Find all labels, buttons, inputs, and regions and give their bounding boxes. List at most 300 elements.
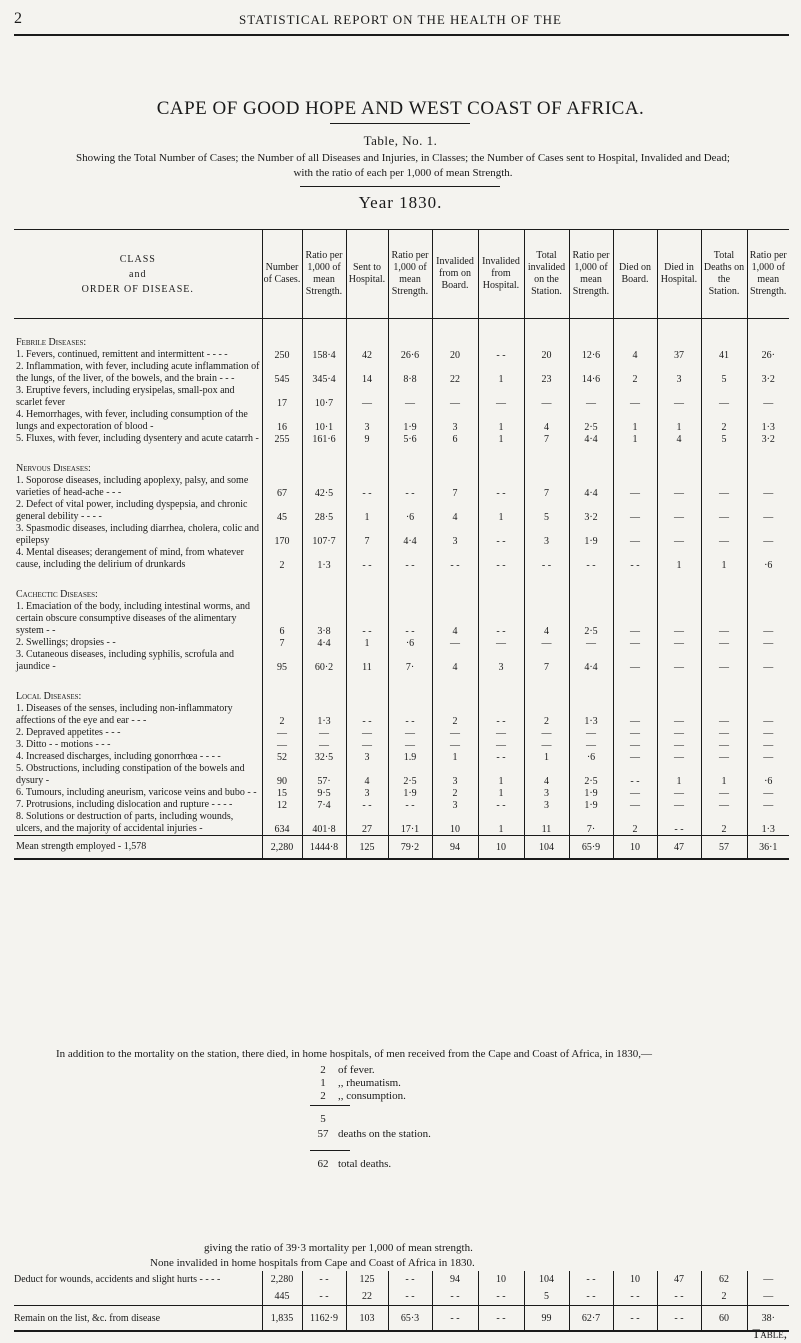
table-cell: 1 — [478, 409, 524, 433]
row-cell: - - — [478, 1288, 524, 1306]
table-cell: 7 — [524, 433, 569, 445]
table-row — [14, 703, 789, 727]
table-cell: 2 — [262, 547, 302, 571]
table-cell: - - — [478, 751, 524, 763]
table-cell: 4·4 — [569, 475, 613, 499]
table-cell: 7 — [346, 523, 388, 547]
table-cell: - - — [346, 475, 388, 499]
table-cell: 1 — [432, 751, 478, 763]
table-cell: - - — [478, 475, 524, 499]
table-cell: — — [747, 649, 789, 673]
table-cell: 345·4 — [302, 361, 346, 385]
table-cell: 4 — [432, 601, 478, 637]
table-cell: 9·5 — [302, 787, 346, 799]
table-cell: 3 — [524, 799, 569, 811]
table-cell: 7·4 — [302, 799, 346, 811]
table-row — [14, 751, 789, 763]
table-row — [14, 649, 789, 673]
row-cell: 62 — [701, 1271, 747, 1288]
disease-label: 5. Obstructions, including constipation of the bowels and dysury - — [16, 763, 245, 786]
section-title: Cachectic Diseases: — [16, 589, 98, 600]
table-cell: 9 — [346, 433, 388, 445]
table-cell: 22 — [432, 361, 478, 385]
row-cell: 2,280 — [262, 1271, 302, 1288]
table-cell: — — [701, 751, 747, 763]
running-head: STATISTICAL REPORT ON THE HEALTH OF THE — [239, 12, 562, 27]
table-cell: 3 — [478, 649, 524, 673]
table-cell: 17·1 — [388, 811, 432, 836]
table-cell: 1·9 — [569, 523, 613, 547]
table-cell: - - — [388, 475, 432, 499]
table-cell: 26·6 — [388, 349, 432, 361]
disease-label: 2. Swellings; dropsies - - — [16, 637, 116, 648]
table-cell: 3 — [346, 787, 388, 799]
row-cell: - - — [657, 1288, 701, 1306]
table-cell: 1 — [346, 499, 388, 523]
table-cell: 3 — [346, 409, 388, 433]
section-title: Local Diseases: — [16, 691, 82, 702]
row-label — [14, 1288, 262, 1306]
table-cell: — — [569, 727, 613, 739]
row-cell: 65·3 — [388, 1306, 432, 1332]
table-cell: 3 — [432, 523, 478, 547]
table-cell: — — [388, 385, 432, 409]
table-cell: - - — [388, 703, 432, 727]
table-cell: — — [747, 751, 789, 763]
total-cell: 47 — [657, 836, 701, 860]
table-cell: — — [701, 475, 747, 499]
header-rule — [14, 34, 789, 36]
table-cell: — — [613, 523, 657, 547]
mortality-count: 57 — [317, 1128, 329, 1140]
table-cell: 1 — [657, 547, 701, 571]
mortality-line — [312, 1113, 338, 1125]
total-cell: 125 — [346, 836, 388, 860]
table-cell: 52 — [262, 751, 302, 763]
row-cell: 10 — [478, 1271, 524, 1288]
table-cell: — — [747, 727, 789, 739]
table-cell: — — [262, 727, 302, 739]
class-header: CLASS and ORDER OF DISEASE. — [14, 230, 262, 319]
table-cell: 2·5 — [569, 409, 613, 433]
table-cell: — — [747, 601, 789, 637]
table-cell: 2 — [701, 409, 747, 433]
table-cell: ·6 — [388, 637, 432, 649]
disease-label: 1. Emaciation of the body, including intestinal worms, and certain obscure consumptive diseases of the alimentary system - - — [16, 601, 251, 636]
disease-label: 8. Solutions or destruction of parts, including wounds, ulcers, and the majority of accidental injuries - — [16, 811, 234, 834]
sum-rule — [310, 1150, 350, 1151]
table-cell: - - — [524, 547, 569, 571]
row-cell: 38· — [747, 1306, 789, 1332]
table-cell: 1·9 — [388, 409, 432, 433]
table-cell: 634 — [262, 811, 302, 836]
row-cell: 1162·9 — [302, 1306, 346, 1332]
table-row — [14, 601, 789, 637]
mortality-cause: ,, consumption. — [338, 1090, 406, 1102]
row-cell: 103 — [346, 1306, 388, 1332]
disease-label: 3. Spasmodic diseases, including diarrhea, cholera, colic and epilepsy — [16, 523, 259, 546]
total-cell: 1444·8 — [302, 836, 346, 860]
table-cell: — — [346, 727, 388, 739]
table-cell: — — [388, 739, 432, 751]
table-cell: 1 — [657, 763, 701, 787]
mortality-cause: ,, rheumatism. — [338, 1077, 401, 1089]
table-cell: — — [432, 739, 478, 751]
total-cell: 79·2 — [388, 836, 432, 860]
table-cell: 3·8 — [302, 601, 346, 637]
table-cell: ·6 — [569, 751, 613, 763]
table-cell: - - — [346, 703, 388, 727]
table-cell: 1 — [613, 433, 657, 445]
col-sent-to-hospital: Sent to Hospital. — [346, 230, 388, 319]
disease-label: 1. Fevers, continued, remittent and intermittent - - - - — [16, 349, 228, 360]
table-cell: — — [701, 385, 747, 409]
statistics-table — [14, 229, 789, 860]
table-cell: 2 — [432, 703, 478, 727]
table-cell: 3 — [432, 763, 478, 787]
mortality-line — [312, 1090, 406, 1102]
table-row — [14, 433, 789, 445]
table-cell: — — [657, 523, 701, 547]
table-cell: - - — [388, 799, 432, 811]
table-row — [14, 763, 789, 787]
table-cell: — — [478, 637, 524, 649]
table-cell: 545 — [262, 361, 302, 385]
table-cell: — — [747, 799, 789, 811]
table-cell: 1·3 — [302, 703, 346, 727]
row-cell: 94 — [432, 1271, 478, 1288]
table-cell: — — [432, 727, 478, 739]
table-cell: - - — [478, 547, 524, 571]
table-cell: 17 — [262, 385, 302, 409]
table-cell: 4 — [657, 433, 701, 445]
table-cell: 1·3 — [747, 811, 789, 836]
title-rule — [330, 123, 470, 124]
table-cell: — — [569, 385, 613, 409]
row-cell: - - — [569, 1288, 613, 1306]
catchword: Table, — [752, 1326, 787, 1341]
table-cell: — — [524, 739, 569, 751]
description-line-1: Showing the Total Number of Cases; the Number of all Diseases and Injuries, in Classes; the Number of Cases sent to Hospital, Invalided and Dead; — [75, 152, 730, 164]
row-label: Remain on the list, &c. from disease — [14, 1306, 262, 1332]
table-cell: 3 — [524, 523, 569, 547]
table-cell: 7· — [388, 649, 432, 673]
table-cell: — — [432, 385, 478, 409]
disease-label: 3. Eruptive fevers, including erysipelas, small-pox and scarlet fever — [16, 385, 235, 408]
table-cell: 7 — [432, 475, 478, 499]
table-cell: — — [613, 799, 657, 811]
table-cell: — — [747, 523, 789, 547]
table-cell: 15 — [262, 787, 302, 799]
row-cell: - - — [388, 1271, 432, 1288]
table-cell: — — [657, 787, 701, 799]
table-cell: 12·6 — [569, 349, 613, 361]
table-cell: — — [657, 649, 701, 673]
row-cell: - - — [432, 1306, 478, 1332]
table-cell: — — [478, 385, 524, 409]
table-cell: 1 — [478, 763, 524, 787]
table-cell: 4 — [613, 349, 657, 361]
table-cell: 11 — [524, 811, 569, 836]
total-cell: 65·9 — [569, 836, 613, 860]
disease-label: 7. Protrusions, including dislocation and rupture - - - - — [16, 799, 233, 810]
year-rule — [300, 186, 500, 187]
total-cell: 94 — [432, 836, 478, 860]
col-died-hospital: Died in Hospital. — [657, 230, 701, 319]
table-cell: — — [747, 703, 789, 727]
table-cell: 1·3 — [747, 409, 789, 433]
table-cell: — — [613, 703, 657, 727]
disease-label: 6. Tumours, including aneurism, varicose veins and bubo - - — [16, 787, 257, 798]
table-row — [14, 499, 789, 523]
table-cell: - - — [478, 601, 524, 637]
table-cell: 37 — [657, 349, 701, 361]
table-cell: 16 — [262, 409, 302, 433]
table-row — [14, 349, 789, 361]
table-cell: — — [747, 385, 789, 409]
mortality-cause: deaths on the station. — [338, 1128, 431, 1140]
table-cell: — — [524, 727, 569, 739]
table-cell: 3·2 — [747, 433, 789, 445]
row-cell: 10 — [613, 1271, 657, 1288]
table-cell: 28·5 — [302, 499, 346, 523]
table-row — [14, 811, 789, 836]
table-cell: 11 — [346, 649, 388, 673]
col-invalided-board: Invalided from on Board. — [432, 230, 478, 319]
table-cell: - - — [346, 799, 388, 811]
table-cell: 14 — [346, 361, 388, 385]
table-cell: 1 — [701, 763, 747, 787]
table-cell: — — [613, 475, 657, 499]
year-heading: Year 1830. — [358, 193, 443, 212]
none-invalided-note: None invalided in home hospitals from Cape and Coast of Africa in 1830. — [150, 1257, 475, 1269]
header-row — [14, 230, 789, 319]
table-cell: 8·8 — [388, 361, 432, 385]
table-cell: 107·7 — [302, 523, 346, 547]
disease-label: 4. Hemorrhages, with fever, including consumption of the lungs and expectoration of blood - — [16, 409, 248, 432]
table-cell: 4 — [432, 499, 478, 523]
table-cell: 1 — [657, 409, 701, 433]
section-title: Nervous Diseases: — [16, 463, 91, 474]
table-cell: 2 — [613, 361, 657, 385]
table-cell: - - — [478, 349, 524, 361]
table-cell: — — [657, 601, 701, 637]
mortality-line — [312, 1077, 401, 1089]
table-row — [14, 409, 789, 433]
total-cell: 104 — [524, 836, 569, 860]
table-cell: — — [701, 799, 747, 811]
table-cell: — — [613, 385, 657, 409]
table-cell: 1.9 — [388, 751, 432, 763]
table-cell: 26· — [747, 349, 789, 361]
disease-label: 1. Diseases of the senses, including non-inflammatory affections of the eye and ear - - - — [16, 703, 233, 726]
col-total-deaths: Total Deaths on the Station. — [701, 230, 747, 319]
disease-label: 3. Cutaneous diseases, including syphilis, scrofula and jaundice - — [16, 649, 235, 672]
table-cell: 2 — [524, 703, 569, 727]
table-cell: 1 — [478, 787, 524, 799]
row-cell: - - — [302, 1288, 346, 1306]
table-cell: 41 — [701, 349, 747, 361]
table-cell: - - — [432, 547, 478, 571]
table-cell: 1·9 — [569, 799, 613, 811]
table-cell: — — [613, 499, 657, 523]
table-cell: - - — [388, 547, 432, 571]
table-cell: 10·1 — [302, 409, 346, 433]
table-cell: — — [701, 727, 747, 739]
table-cell: 1 — [346, 637, 388, 649]
mortality-count: 2 — [320, 1090, 326, 1102]
total-row — [14, 836, 789, 860]
section-header-row — [14, 571, 789, 601]
table-cell: - - — [613, 763, 657, 787]
table-cell: 10 — [432, 811, 478, 836]
table-cell: — — [747, 475, 789, 499]
table-cell: 2·5 — [388, 763, 432, 787]
table-cell: — — [657, 799, 701, 811]
table-cell: 45 — [262, 499, 302, 523]
table-cell: — — [657, 637, 701, 649]
table-body — [14, 319, 789, 860]
row-cell: - - — [613, 1288, 657, 1306]
deduction-table — [14, 1271, 789, 1332]
table-cell: 67 — [262, 475, 302, 499]
table-cell: 7 — [262, 637, 302, 649]
table-row — [14, 361, 789, 385]
table-cell: 4 — [524, 763, 569, 787]
table-cell: 4·4 — [569, 649, 613, 673]
table-description — [18, 151, 788, 181]
row-cell: — — [747, 1271, 789, 1288]
col-number-of-cases: Number of Cases. — [262, 230, 302, 319]
table-cell: 1 — [701, 547, 747, 571]
table-cell: — — [613, 649, 657, 673]
table-cell: 6 — [432, 433, 478, 445]
table-cell: 32·5 — [302, 751, 346, 763]
table-cell: — — [747, 787, 789, 799]
table-cell: — — [747, 739, 789, 751]
mortality-line — [312, 1158, 391, 1170]
table-cell: — — [701, 703, 747, 727]
mortality-line — [312, 1128, 431, 1140]
table-row — [14, 385, 789, 409]
table-cell: 1·9 — [569, 787, 613, 799]
table-cell: 2 — [262, 703, 302, 727]
col-died-board: Died on Board. — [613, 230, 657, 319]
disease-label: 3. Ditto - - motions - - - — [16, 739, 111, 750]
table-cell: — — [747, 637, 789, 649]
table-cell: 3·2 — [569, 499, 613, 523]
table-cell: - - — [478, 523, 524, 547]
table-cell: 6 — [262, 601, 302, 637]
total-cell: 36·1 — [747, 836, 789, 860]
table-row — [14, 475, 789, 499]
table-cell: — — [388, 727, 432, 739]
table-cell: 5 — [701, 361, 747, 385]
table-cell: — — [701, 787, 747, 799]
table-row — [14, 787, 789, 799]
table-cell: - - — [478, 799, 524, 811]
table-cell: ·6 — [388, 499, 432, 523]
table-row — [14, 799, 789, 811]
table-cell: 401·8 — [302, 811, 346, 836]
table-cell: — — [478, 739, 524, 751]
table-cell: — — [701, 499, 747, 523]
table-cell: 5 — [701, 433, 747, 445]
table-cell: 3 — [524, 787, 569, 799]
mortality-line — [312, 1064, 375, 1076]
mortality-count: 2 — [320, 1064, 326, 1076]
table-cell: — — [657, 475, 701, 499]
disease-label: 2. Inflammation, with fever, including acute inflammation of the lungs, of the liver, of the bowels, and the brain - - - — [16, 361, 260, 384]
table-cell: 1·9 — [388, 787, 432, 799]
mortality-count: 5 — [320, 1113, 326, 1125]
row-cell: 1,835 — [262, 1306, 302, 1332]
table-cell: - - — [613, 547, 657, 571]
table-cell: 4 — [524, 409, 569, 433]
deduction-body — [14, 1271, 789, 1331]
table-cell: 1·3 — [569, 703, 613, 727]
table-cell: 95 — [262, 649, 302, 673]
total-cell: 10 — [478, 836, 524, 860]
table-cell: 3 — [346, 751, 388, 763]
table-cell: 161·6 — [302, 433, 346, 445]
table-cell: 255 — [262, 433, 302, 445]
disease-label: 1. Soporose diseases, including apoplexy, palsy, and some varieties of head-ache - - - — [16, 475, 249, 498]
table-cell: — — [657, 727, 701, 739]
table-cell: — — [747, 499, 789, 523]
section-title: Febrile Diseases: — [16, 337, 87, 348]
mortality-ratio-note: giving the ratio of 39·3 mortality per 1,000 of mean strength. — [204, 1242, 473, 1254]
row-cell: - - — [613, 1306, 657, 1332]
table-cell: 1 — [524, 751, 569, 763]
table-cell: — — [302, 727, 346, 739]
table-cell: — — [701, 649, 747, 673]
table-cell: 3 — [657, 361, 701, 385]
row-cell: 5 — [524, 1288, 569, 1306]
table-cell: 3·2 — [747, 361, 789, 385]
table-cell: - - — [569, 547, 613, 571]
table-cell: 1 — [613, 409, 657, 433]
table-cell: — — [701, 601, 747, 637]
table-cell: — — [701, 637, 747, 649]
table-cell: - - — [346, 601, 388, 637]
table-cell: ·6 — [747, 547, 789, 571]
table-cell: — — [346, 385, 388, 409]
table-cell: — — [613, 787, 657, 799]
table-cell: — — [701, 739, 747, 751]
disease-label: 5. Fluxes, with fever, including dysentery and acute catarrh - — [16, 433, 259, 444]
table-cell: 2·5 — [569, 763, 613, 787]
table-row — [14, 523, 789, 547]
table-cell: — — [613, 601, 657, 637]
col-total-invalided: Total invalided on the Station. — [524, 230, 569, 319]
table-row — [14, 727, 789, 739]
section-header-row — [14, 319, 789, 350]
mortality-cause: of fever. — [338, 1064, 375, 1076]
table-cell: 1 — [478, 811, 524, 836]
table-cell: 4 — [432, 649, 478, 673]
disease-label: 2. Defect of vital power, including dyspepsia, and chronic general debility - - - - — [16, 499, 248, 522]
table-cell: 170 — [262, 523, 302, 547]
total-cell: 2,280 — [262, 836, 302, 860]
table-cell: — — [262, 739, 302, 751]
table-cell: 1 — [478, 433, 524, 445]
total-cell: 57 — [701, 836, 747, 860]
remain-row — [14, 1306, 789, 1332]
row-cell: 125 — [346, 1271, 388, 1288]
table-cell: — — [524, 637, 569, 649]
mortality-count: 62 — [317, 1158, 329, 1170]
